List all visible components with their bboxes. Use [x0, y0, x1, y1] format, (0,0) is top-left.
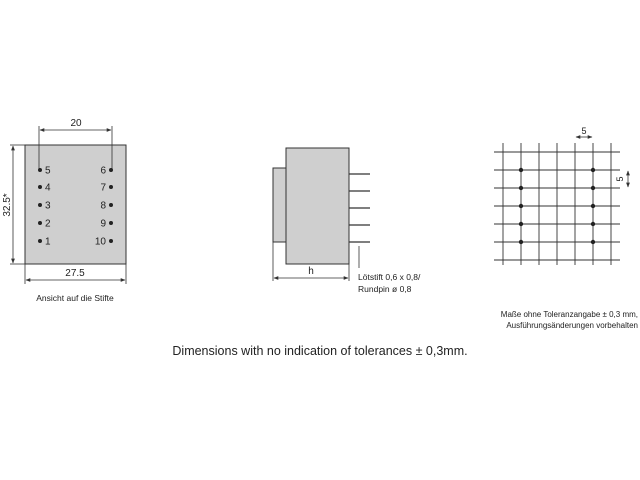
pin-hole: [519, 222, 523, 226]
pin-view-caption: Ansicht auf die Stifte: [36, 293, 114, 303]
pin-label: 4: [45, 182, 51, 194]
pin-hole: [519, 186, 523, 190]
transformer-core-side: [273, 168, 286, 242]
pin-hole: [519, 168, 523, 172]
pin-dot: [109, 239, 113, 243]
pitch-h-label: 5: [581, 126, 587, 136]
side-pins: [349, 174, 370, 242]
pin-hole: [519, 240, 523, 244]
pin-label: 2: [45, 218, 51, 230]
pin-hole: [591, 168, 595, 172]
pin-label: 1: [45, 236, 51, 248]
pin-side-view: [2, 118, 126, 303]
pin-label: 6: [100, 165, 106, 177]
pin-hole: [591, 204, 595, 208]
pin-label: 3: [45, 200, 51, 212]
pin-label: 5: [45, 165, 51, 177]
pin-dot: [38, 168, 42, 172]
pin-dot: [109, 221, 113, 225]
height-dimension-label: 32.5*: [2, 193, 13, 217]
side-profile-view: [273, 148, 421, 294]
width-dimension-label: 20: [70, 118, 82, 129]
transformer-body-side: [286, 148, 349, 264]
pin-dot: [109, 185, 113, 189]
pin-dot: [38, 203, 42, 207]
tolerance-note-de-line1: Maße ohne Toleranzangabe ± 0,3 mm,: [500, 310, 638, 319]
pin-dot: [109, 168, 113, 172]
pin-note-line1: Lötstift 0,6 x 0,8/: [358, 272, 421, 282]
pin-hole: [591, 186, 595, 190]
pcb-grid-view: [494, 126, 638, 330]
base-dimension-label: 27.5: [65, 268, 85, 279]
h-dimension-label: h: [308, 266, 314, 277]
pin-dot: [38, 221, 42, 225]
pin-dot: [38, 239, 42, 243]
pin-label: 10: [94, 236, 106, 248]
pin-hole: [591, 240, 595, 244]
pitch-v-label: 5: [615, 176, 625, 182]
grid-lines: [494, 143, 620, 265]
pin-label: 7: [100, 182, 106, 194]
pin-label: 8: [100, 200, 106, 212]
pin-dot: [38, 185, 42, 189]
pin-hole: [591, 222, 595, 226]
pin-dot: [109, 203, 113, 207]
pin-label: 9: [100, 218, 106, 230]
pin-hole: [519, 204, 523, 208]
pin-note-line2: Rundpin ø 0,8: [358, 284, 412, 294]
tolerance-footer: Dimensions with no indication of tolerances ± 0,3mm.: [172, 344, 468, 358]
tolerance-note-de-line2: Ausführungsänderungen vorbehalten: [506, 321, 638, 330]
